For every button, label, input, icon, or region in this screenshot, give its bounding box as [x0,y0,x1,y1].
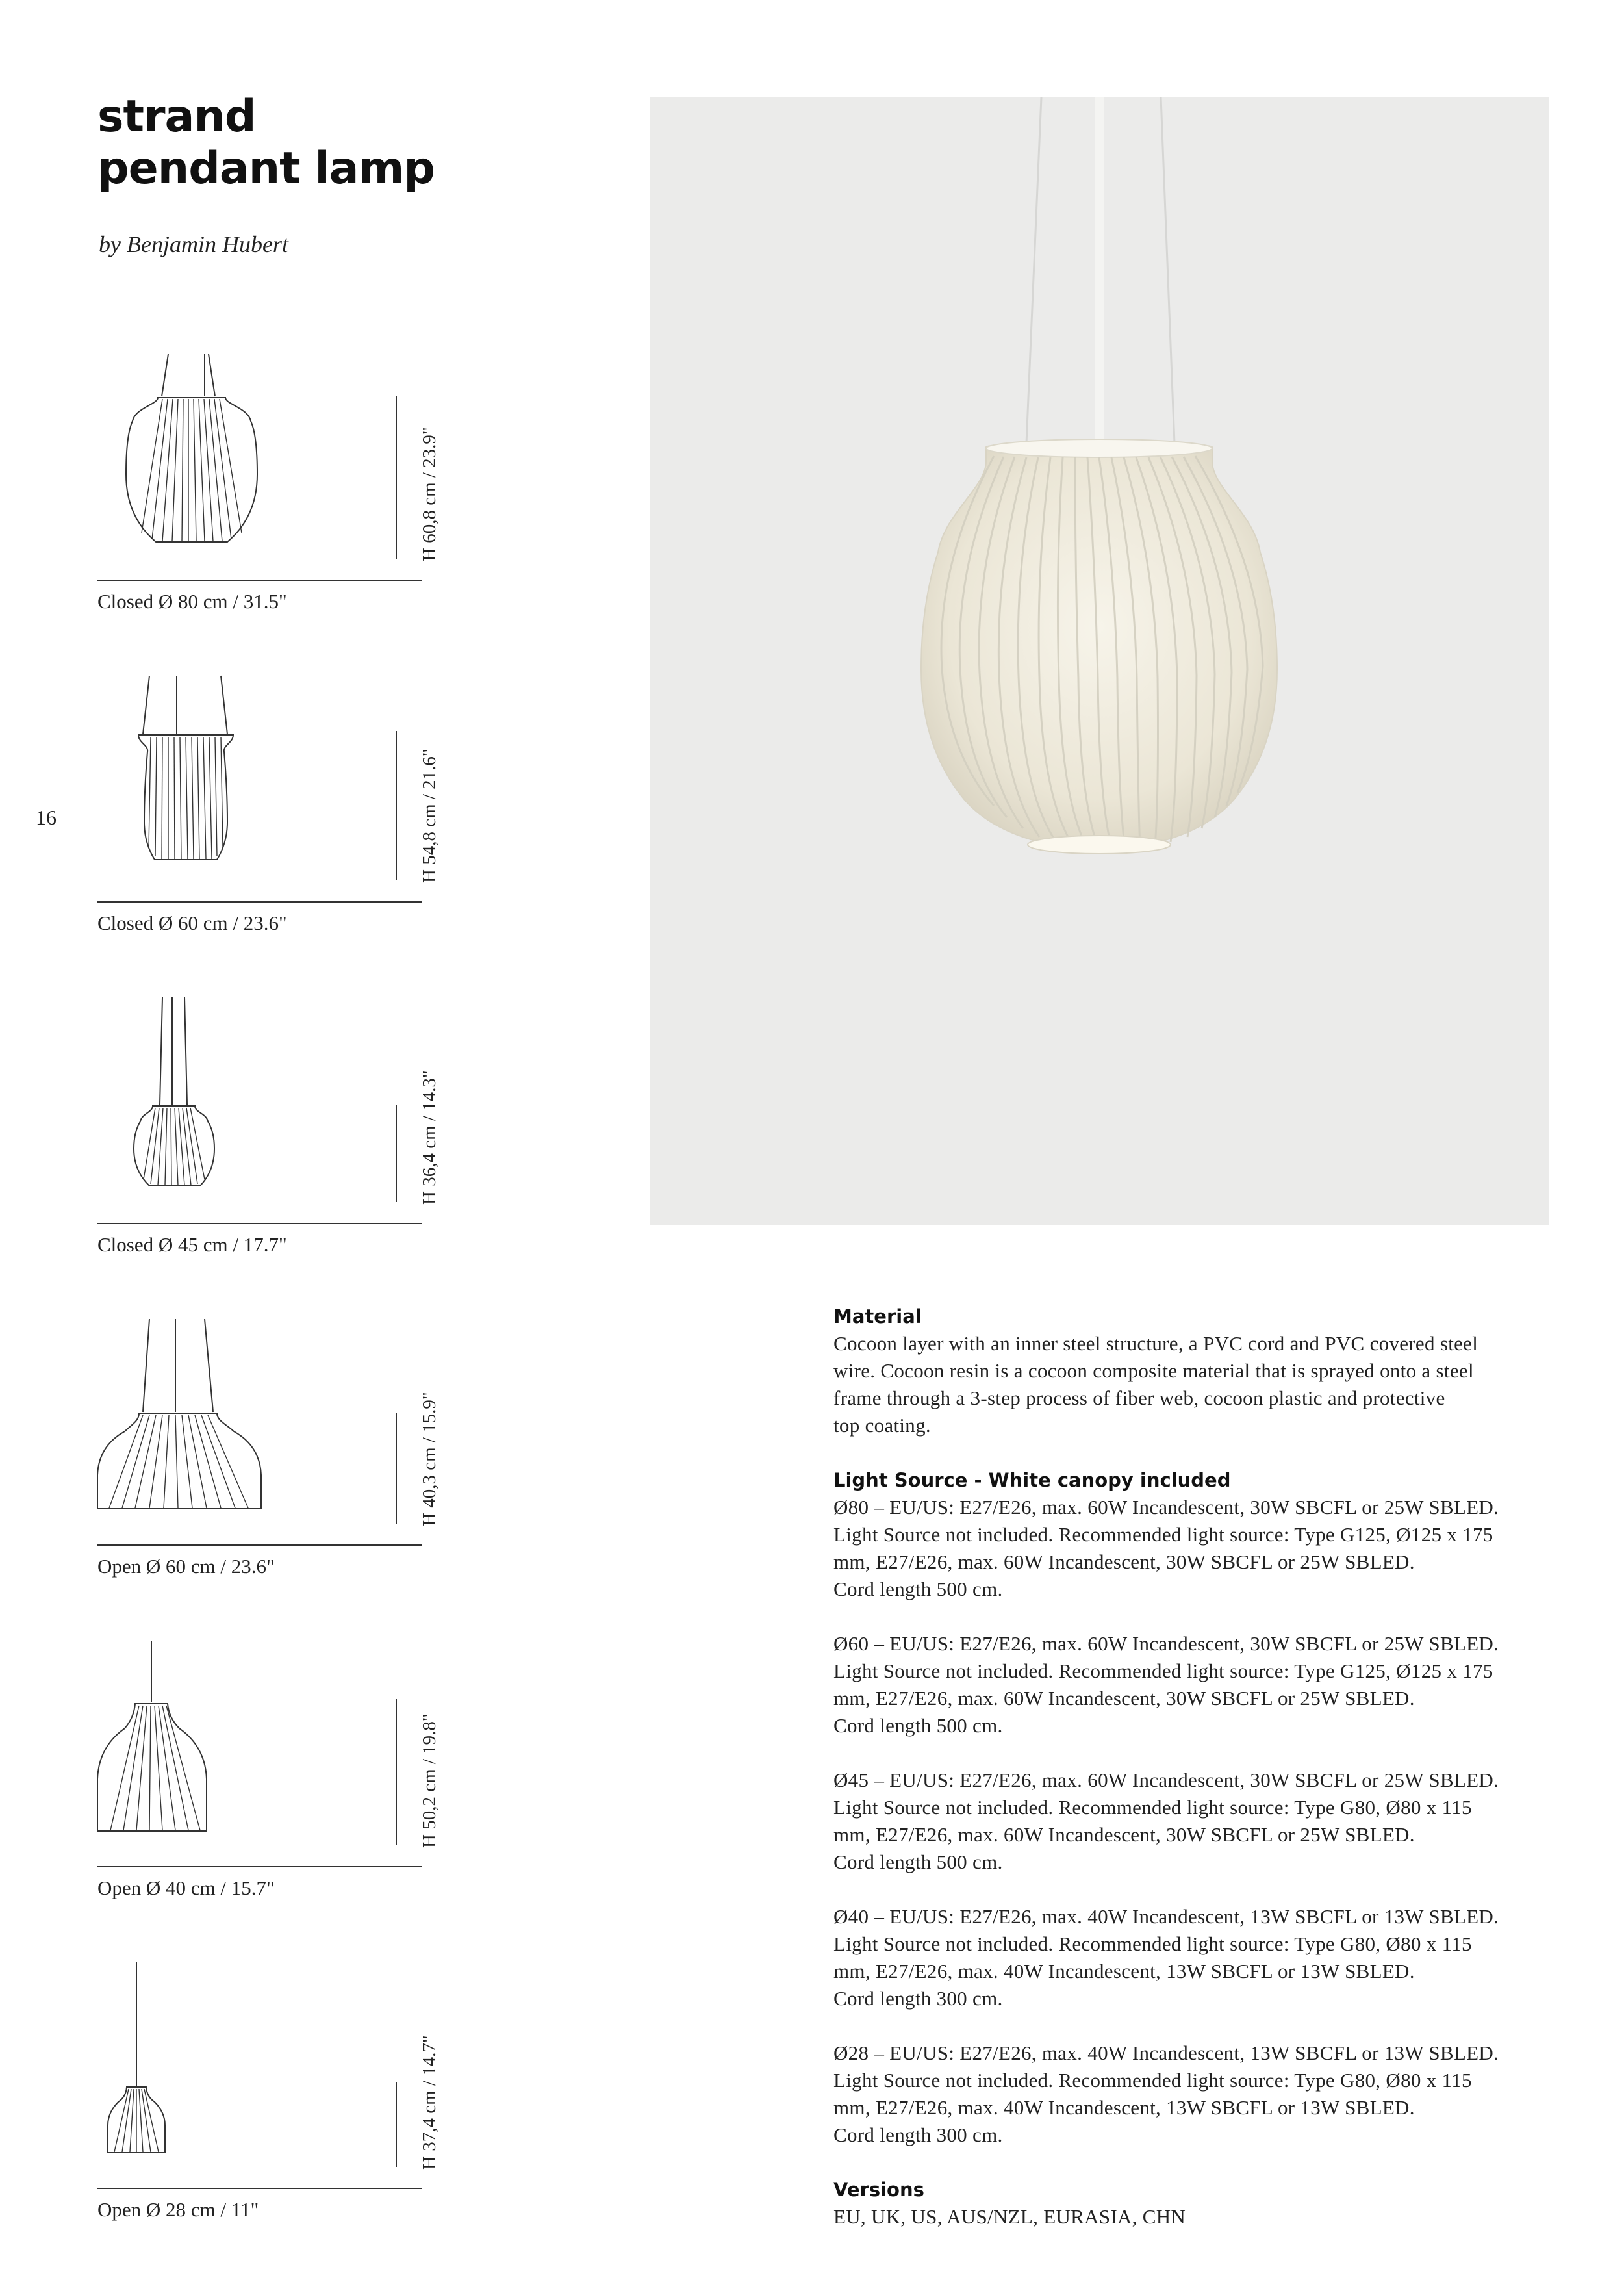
variant-open-40 [97,1637,440,1930]
size-label: Open Ø 40 cm / 15.7" [97,1877,275,1899]
versions-text: EU, UK, US, AUS/NZL, EURASIA, CHN [833,2205,1186,2228]
height-label: H 37,4 cm / 14.7" [419,2035,440,2170]
light-line: Ø28 – EU/US: E27/E26, max. 40W Incandescent, 13W SBCFL or 13W SBLED. [833,2042,1499,2064]
lamp-drawing-open-60 [97,1316,422,1563]
lamp-drawing-closed-60 [97,673,422,919]
specifications [833,1303,1561,2231]
lamp-drawing-open-40 [97,1637,422,1884]
variant-closed-60 [97,673,440,965]
light-line: mm, E27/E26, max. 60W Incandescent, 30W SBCFL or 25W SBLED. [833,1550,1415,1573]
material-line: frame through a 3-step process of fiber web, cocoon plastic and protective [833,1387,1445,1409]
light-line: Light Source not included. Recommended light source: Type G125, Ø125 x 175 [833,1659,1493,1682]
size-label: Open Ø 28 cm / 11" [97,2198,259,2221]
light-line: Cord length 500 cm. [833,1714,1003,1737]
lamp-drawing-closed-80 [97,351,422,598]
height-label: H 54,8 cm / 21.6" [419,749,440,883]
lamp-photo-illustration [650,97,1549,1225]
size-label: Closed Ø 60 cm / 23.6" [97,912,287,934]
height-label: H 36,4 cm / 14.3" [419,1070,440,1205]
light-line: mm, E27/E26, max. 60W Incandescent, 30W SBCFL or 25W SBLED. [833,1687,1415,1710]
light-line: Light Source not included. Recommended light source: Type G80, Ø80 x 115 [833,2069,1472,2092]
material-line: Cocoon layer with an inner steel structure, a PVC cord and PVC covered steel [833,1332,1478,1355]
light-line: Ø60 – EU/US: E27/E26, max. 60W Incandescent, 30W SBCFL or 25W SBLED. [833,1632,1499,1655]
designer-credit: by Benjamin Hubert [99,231,288,257]
light-line: Ø45 – EU/US: E27/E26, max. 60W Incandescent, 30W SBCFL or 25W SBLED. [833,1769,1499,1791]
light-line: Cord length 300 cm. [833,1987,1003,2010]
height-label: H 50,2 cm / 19.8" [419,1713,440,1848]
material-line: top coating. [833,1414,931,1437]
size-label: Closed Ø 80 cm / 31.5" [97,590,287,613]
height-label: H 40,3 cm / 15.9" [419,1392,440,1526]
light-source-heading: Light Source - White canopy included [833,1469,1231,1491]
variant-open-28 [97,1959,440,2251]
light-line: Light Source not included. Recommended light source: Type G80, Ø80 x 115 [833,1796,1472,1819]
light-line: Cord length 300 cm. [833,2123,1003,2146]
product-title [97,91,435,195]
light-line: Ø40 – EU/US: E27/E26, max. 40W Incandescent, 13W SBCFL or 13W SBLED. [833,1905,1499,1928]
size-label: Closed Ø 45 cm / 17.7" [97,1233,287,1256]
product-title-line1: strand [97,91,256,142]
material-line: wire. Cocoon resin is a cocoon composite material that is sprayed onto a steel [833,1359,1474,1382]
height-label: H 60,8 cm / 23.9" [419,427,440,561]
variant-closed-80 [97,351,440,643]
versions-heading: Versions [833,2179,924,2201]
lamp-drawing-open-28 [97,1959,422,2206]
light-line: mm, E27/E26, max. 40W Incandescent, 13W SBCFL or 13W SBLED. [833,1960,1415,1982]
light-line: mm, E27/E26, max. 40W Incandescent, 13W SBCFL or 13W SBLED. [833,2096,1415,2119]
product-title-line2: pendant lamp [97,143,435,194]
lamp-drawing-closed-45 [97,994,422,1241]
product-photo [650,97,1549,1225]
light-line: Light Source not included. Recommended light source: Type G125, Ø125 x 175 [833,1523,1493,1546]
variant-open-60 [97,1316,440,1608]
light-line: mm, E27/E26, max. 60W Incandescent, 30W SBCFL or 25W SBLED. [833,1823,1415,1846]
page-number: 16 [36,806,57,829]
light-line: Light Source not included. Recommended light source: Type G80, Ø80 x 115 [833,1932,1472,1955]
size-label: Open Ø 60 cm / 23.6" [97,1555,275,1578]
material-heading: Material [833,1305,922,1327]
light-line: Ø80 – EU/US: E27/E26, max. 60W Incandescent, 30W SBCFL or 25W SBLED. [833,1496,1499,1518]
light-line: Cord length 500 cm. [833,1578,1003,1600]
variant-closed-45 [97,994,440,1287]
light-line: Cord length 500 cm. [833,1851,1003,1873]
